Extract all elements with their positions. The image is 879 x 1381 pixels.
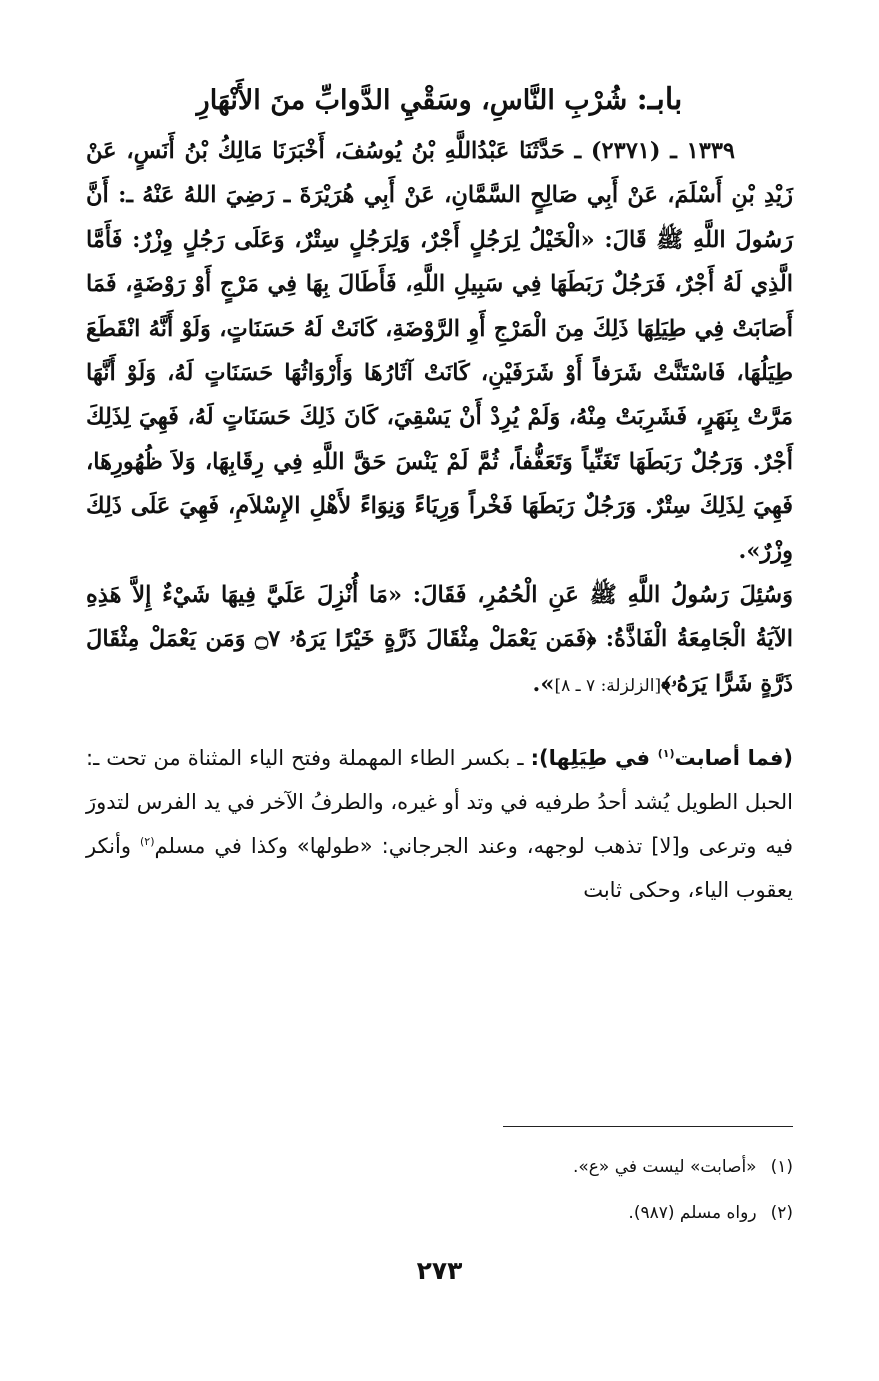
chapter-label: بابـ:	[636, 82, 683, 117]
hadith-paragraph-1	[86, 129, 793, 573]
hadith-paragraph-2	[86, 573, 793, 708]
footnotes	[86, 1144, 793, 1236]
hadith-number: ١٣٣٩ ـ (٢٣٧١) ـ	[574, 138, 735, 164]
hadith-block	[86, 129, 793, 708]
footnote-divider	[503, 1126, 793, 1127]
footnote-1	[86, 1144, 793, 1190]
commentary-text-1: ـ بكسر الطاء المهملة وفتح الياء المثناة من تحت ـ: الحبل الطويل يُشد أحدُ طرفيه في وتد أو غيره، والطرفُ الآخر في يد الفرس لتدورَ فيه وترعى و[لا] تذهب لوجهه، وعند الجرجاني: «طولها» وكذا في مسلم	[86, 746, 793, 859]
footnote-text: «أصابت» ليست في «ع».	[572, 1157, 757, 1177]
hadith-body: حَدَّثَنَا عَبْدُاللَّهِ بْنُ يُوسُفَ، أَخْبَرَنَا مَالِكُ بْنُ أَنَسٍ، عَنْ زَيْدِ بْنِ أَسْلَمَ، عَنْ أَبِي صَالِحٍ السَّمَّانِ، عَنْ أَبِي هُرَيْرَةَ ـ رَضِيَ اللهُ عَنْهُ ـ: أَنَّ رَسُولَ اللَّهِ ﷺ قَالَ: «الْخَيْلُ لِرَجُلٍ أَجْرٌ، وَلِرَجُلٍ سِتْرٌ، وَعَلَى رَجُلٍ وِزْرٌ: فَأَمَّا الَّذِي لَهُ أَجْرٌ، فَرَجُلٌ رَبَطَهَا فِي سَبِيلِ اللَّهِ، فَأَطَالَ بِهَا فِي مَرْجٍ أَوْ رَوْضَةٍ، فَمَا أَصَابَتْ فِي طِيَلِهَا ذَلِكَ مِنَ الْمَرْجِ أَوِ الرَّوْضَةِ، كَانَتْ لَهُ حَسَنَاتٍ، وَلَوْ أَنَّهُ انْقَطَعَ طِيَلُهَا، فَاسْتَنَّتْ شَرَفاً أَوْ شَرَفَيْنِ، كَانَتْ آثَارُهَا وَأَرْوَاثُهَا حَسَنَاتٍ لَهُ، وَلَوْ أَنَّهَا مَرَّتْ بِنَهَرٍ، فَشَرِبَتْ مِنْهُ، وَلَمْ يُرِدْ أَنْ يَسْقِيَ، كَانَ ذَلِكَ حَسَنَاتٍ لَهُ، فَهِيَ لِذَلِكَ أَجْرٌ. وَرَجُلٌ رَبَطَهَا تَغَنِّياً وَتَعَفُّفاً، ثُمَّ لَمْ يَنْسَ حَقَّ اللَّهِ فِي رِقَابِهَا، وَلاَ ظُهُورِهَا، فَهِيَ لِذَلِكَ سِتْرٌ. وَرَجُلٌ رَبَطَهَا فَخْراً وَرِيَاءً وَنِوَاءً لأَهْلِ الإِسْلاَمِ، فَهِيَ عَلَى ذَلِكَ وِزْرٌ».	[86, 138, 793, 564]
hadith-closing: ».	[532, 670, 555, 697]
footnote-number: (١)	[770, 1157, 793, 1177]
term-close: في طِيَلِها):	[530, 746, 650, 771]
footnote-2	[86, 1190, 793, 1236]
commentary-block	[86, 736, 793, 912]
hadith-question: وَسُئِلَ رَسُولُ اللَّهِ ﷺ عَنِ الْحُمُرِ، فَقَالَ: «مَا أُنْزِلَ عَلَيَّ فِيهَا شَيْءٌ إِلاَّ هَذِهِ الآيَةُ الْجَامِعَةُ الْفَاذَّةُ: ﴿فَمَن يَعْمَلْ مِثْقَالَ ذَرَّةٍ خَيْرًا يَرَهُۥ ۝٧ وَمَن يَعْمَلْ مِثْقَالَ ذَرَّةٍ شَرًّا يَرَهُۥ﴾	[86, 582, 793, 697]
verse-reference: [الزلزلة: ٧ ـ ٨]	[554, 675, 662, 696]
page-number: ٢٧٣	[416, 1256, 463, 1285]
footnote-text: رواه مسلم (٩٨٧).	[628, 1203, 757, 1223]
commentary-term	[531, 746, 793, 770]
footnote-number: (٢)	[770, 1203, 793, 1223]
term-open: (فما أصابت	[674, 746, 793, 771]
footnote-marker-1: (١)	[657, 747, 675, 761]
chapter-title	[86, 78, 793, 123]
commentary-text-2: وأنكر يعقوب الياء، وحكى ثابت	[86, 834, 793, 903]
footnote-marker-2: (٢)	[140, 835, 155, 849]
chapter-heading: شُرْبِ النَّاسِ، وسَقْيِ الدَّوابِّ منَ الأَنْهَارِ	[196, 85, 628, 116]
